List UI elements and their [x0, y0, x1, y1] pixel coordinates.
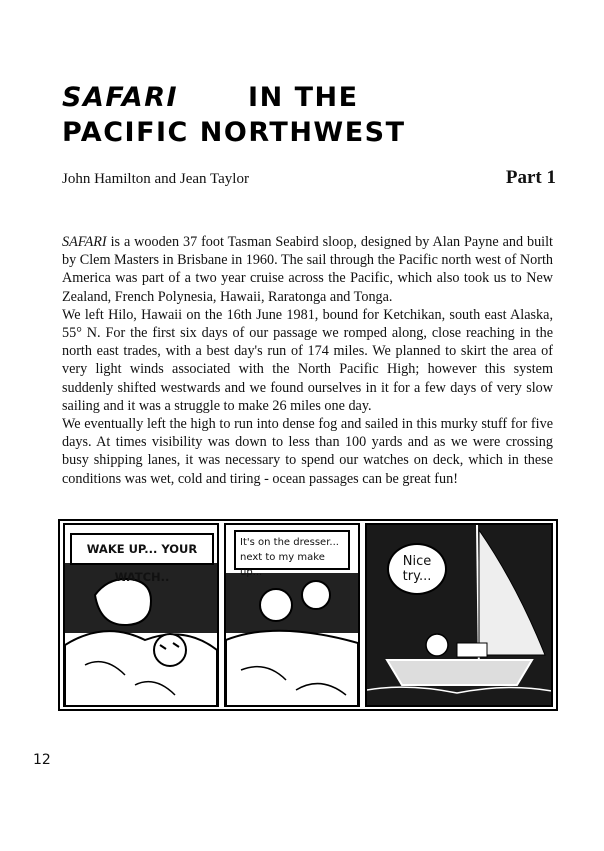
title-line-1 — [62, 80, 532, 115]
part-label: Part 1 — [505, 167, 556, 188]
page-number: 12 — [33, 752, 51, 768]
paragraph-3: We eventually left the high to run into dense fog and sailed in this murky stuff for five days. At times visibility was down to less than 100 yards and as we were crossing busy shipping lanes, it was necessary to spend our watches on deck, which in these conditions was wet, cold and tiring - ocean passages can be great fun! — [62, 416, 553, 487]
speech-bubble-1: WAKE UP... YOUR WATCH.. — [70, 533, 214, 565]
comic-strip — [58, 519, 558, 711]
comic-panel-1 — [63, 523, 219, 707]
byline: John Hamilton and Jean Taylor — [62, 171, 249, 187]
title-line-1-rest: IN THE — [248, 82, 359, 113]
speech-bubble-2: It's on the dresser... next to my make up... — [234, 530, 350, 570]
paragraph-2: We left Hilo, Hawaii on the 16th June 1981, bound for Ketchikan, south east Alaska, 55° N. For the first six days of our passage we romped along, close reaching in the north east trades, with a best day's run of 174 miles. We planned to skirt the area of very light winds associated with the North Pacific High; however this system suddenly shifted westwards and we found ourselves in it for a few days of very slow sailing and it was a struggle to make 26 miles one day. — [62, 306, 553, 414]
title-line-2: PACIFIC NORTHWEST — [62, 117, 406, 148]
comic-panel-2 — [224, 523, 360, 707]
speech-bubble-3: Nice try... — [387, 543, 447, 595]
article-body — [62, 233, 553, 488]
vessel-name: SAFARI — [62, 234, 107, 250]
title-vessel-name: SAFARI — [62, 82, 179, 113]
paragraph-1: SAFARI is a wooden 37 foot Tasman Seabird sloop, designed by Alan Payne and built by Clem Masters in Brisbane in 1960. The sail through the Pacific north west of North America was part of a two year cruise across the Pacific, which also took us to New Zealand, French Polynesia, Hawaii, Raratonga and Tonga. — [62, 234, 553, 305]
article-title — [62, 80, 532, 150]
comic-panel-3 — [365, 523, 553, 707]
